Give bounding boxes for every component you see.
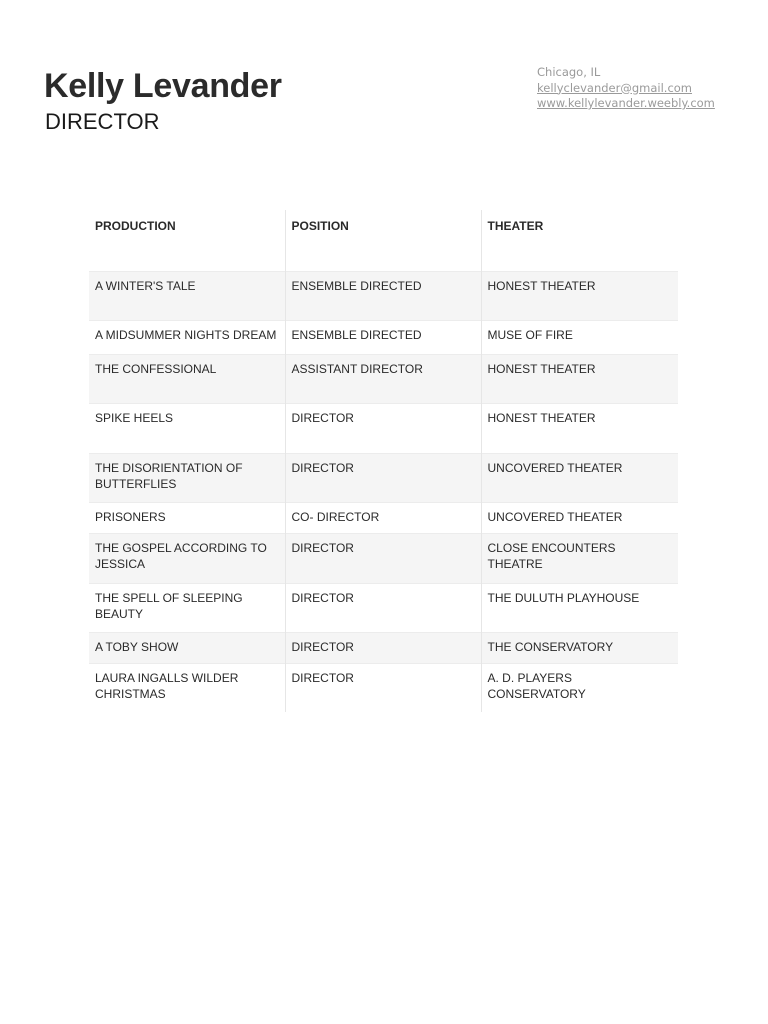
table-row (89, 454, 678, 503)
cell-position: CO- DIRECTOR (285, 503, 481, 534)
cell-position: DIRECTOR (285, 454, 481, 503)
cell-production: LAURA INGALLS WILDER CHRISTMAS (89, 664, 285, 712)
table-row (89, 321, 678, 355)
cell-production: A MIDSUMMER NIGHTS DREAM (89, 321, 285, 355)
cell-position: ENSEMBLE DIRECTED (285, 272, 481, 321)
cell-production: THE GOSPEL ACCORDING TO JESSICA (89, 534, 285, 584)
cell-theater: HONEST THEATER (481, 355, 678, 404)
cell-position: DIRECTOR (285, 534, 481, 584)
table-row (89, 272, 678, 321)
cell-production: PRISONERS (89, 503, 285, 534)
cell-position: ASSISTANT DIRECTOR (285, 355, 481, 404)
resume-name: Kelly Levander (44, 67, 282, 105)
column-header-theater: THEATER (481, 210, 678, 272)
cell-theater: CLOSE ENCOUNTERS THEATRE (481, 534, 678, 584)
credits-header-row (89, 210, 678, 272)
table-row (89, 355, 678, 404)
column-header-production: PRODUCTION (89, 210, 285, 272)
email-link[interactable]: kellyclevander@gmail.com (537, 80, 693, 95)
cell-production: A WINTER'S TALE (89, 272, 285, 321)
table-row (89, 404, 678, 454)
cell-position: ENSEMBLE DIRECTED (285, 321, 481, 355)
table-row (89, 534, 678, 584)
cell-theater: HONEST THEATER (481, 404, 678, 454)
cell-position: DIRECTOR (285, 664, 481, 712)
contact-city: Chicago, IL (537, 65, 601, 79)
cell-theater: A. D. PLAYERS CONSERVATORY (481, 664, 678, 712)
table-row (89, 633, 678, 664)
cell-production: SPIKE HEELS (89, 404, 285, 454)
table-row (89, 584, 678, 633)
cell-theater: THE DULUTH PLAYHOUSE (481, 584, 678, 633)
cell-position: DIRECTOR (285, 584, 481, 633)
cell-theater: UNCOVERED THEATER (481, 503, 678, 534)
column-header-position: POSITION (285, 210, 481, 272)
cell-theater: MUSE OF FIRE (481, 321, 678, 355)
cell-position: DIRECTOR (285, 404, 481, 454)
cell-production: THE DISORIENTATION OF BUTTERFLIES (89, 454, 285, 503)
cell-theater: UNCOVERED THEATER (481, 454, 678, 503)
website-link[interactable]: www.kellylevander.weebly.com (537, 96, 715, 110)
table-row (89, 664, 678, 712)
contact-block (537, 65, 715, 112)
table-row (89, 503, 678, 534)
cell-theater: THE CONSERVATORY (481, 633, 678, 664)
cell-production: THE CONFESSIONAL (89, 355, 285, 404)
cell-production: A TOBY SHOW (89, 633, 285, 664)
credits-table (89, 210, 678, 712)
resume-role: DIRECTOR (45, 109, 160, 134)
cell-position: DIRECTOR (285, 633, 481, 664)
cell-production: THE SPELL OF SLEEPING BEAUTY (89, 584, 285, 633)
cell-theater: HONEST THEATER (481, 272, 678, 321)
